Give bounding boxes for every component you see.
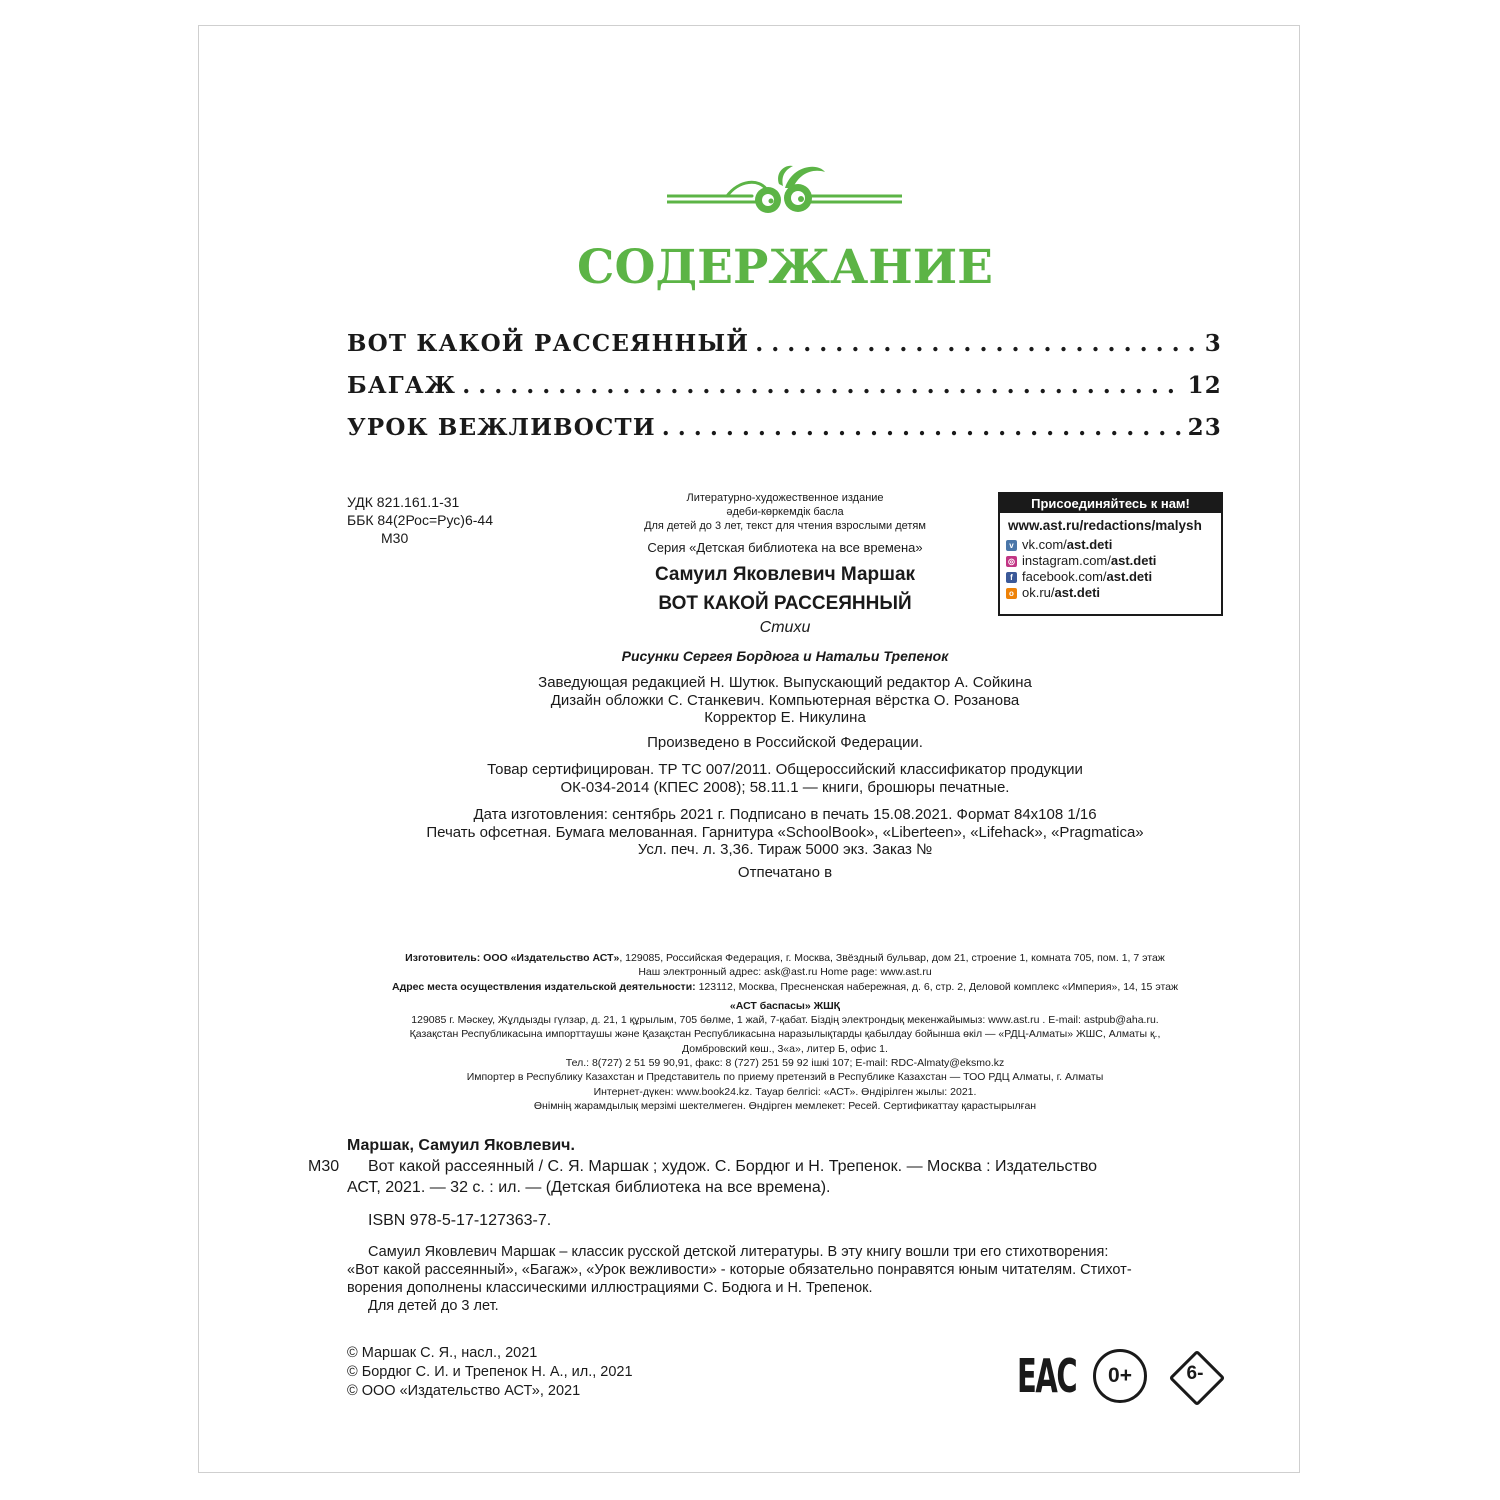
social-handle: ast.deti — [1066, 537, 1113, 552]
certification: Товар сертифицирован. ТР ТС 007/2011. Общероссийский классификатор продукции — [487, 761, 1083, 778]
isbn: ISBN 978-5-17-127363-7. — [368, 1212, 552, 1229]
copyright-block — [347, 1344, 633, 1401]
copyright-line: © ООО «Издательство АСТ», 2021 — [347, 1383, 581, 1399]
kz-line: Импортер в Республику Казахстан и Представитель по приему претензий в Республике Казахстан — ТОО РДЦ Алматы, г. Алматы — [466, 1071, 1104, 1084]
social-box — [998, 492, 1223, 616]
social-handle: ast.deti — [1110, 553, 1157, 568]
edition-type: Литературно-художественное издание — [686, 492, 884, 504]
staff-line: Корректор Е. Никулина — [704, 709, 866, 726]
staff-line: Дизайн обложки С. Станкевич. Компьютерная вёрстка О. Розанова — [550, 691, 1020, 709]
website-link[interactable]: www.ast.ru/redactions/malysh — [1008, 518, 1202, 533]
copyright-line: © Бордюг С. И. и Трепенок Н. А., ил., 2021 — [347, 1364, 633, 1380]
age-restriction: Для детей до 3 лет. — [368, 1298, 499, 1314]
catalog-code: М30 — [308, 1158, 340, 1175]
odnoklassniki-icon: o — [1006, 588, 1017, 599]
toc-entry[interactable] — [347, 414, 1222, 456]
author-mark: М30 — [381, 530, 409, 546]
copyright-line: © Маршак С. Я., насл., 2021 — [347, 1345, 538, 1361]
toc-leader-dots — [755, 330, 1199, 357]
social-link-instagram[interactable] — [1006, 553, 1221, 569]
toc-entry-title: ВОТ КАКОЙ РАССЕЯННЫЙ — [347, 330, 750, 357]
social-prefix: ok.ru/ — [1022, 585, 1055, 600]
social-link-vk[interactable] — [1006, 537, 1221, 553]
print-info: Усл. печ. л. 3,36. Тираж 5000 экз. Заказ № — [637, 841, 933, 858]
eac-mark-icon: EAC — [1017, 1349, 1077, 1403]
book-genre: Стихи — [759, 619, 811, 636]
edition-type-kz: әдеби-көркемдік басла — [726, 506, 844, 518]
staff-line: Заведующая редакцией Н. Шутюк. Выпускающий редактор А. Сойкина — [538, 674, 1032, 691]
catalog-entry: Вот какой рассеянный / С. Я. Маршак ; худож. С. Бордюг и Н. Трепенок. — Москва : Издательство — [368, 1158, 1098, 1175]
vk-icon: v — [1006, 540, 1017, 551]
age-rating-six-label: 6- — [1186, 1363, 1204, 1384]
kz-line: Қазақстан Республикасына импорттаушы және Қазақстан Республикасына наразылықтарды қабылдау бойынша өкіл — «РДЦ-Алматы» ЖШС, Алматы қ., — [409, 1028, 1161, 1041]
certification: ОК-034-2014 (КПЕС 2008); 58.11.1 — книги, брошюры печатные. — [560, 778, 1010, 796]
manufacturer-label: Изготовитель: ООО «Издательство АСТ» — [405, 952, 620, 964]
manufacturer-address: , 129085, Российская Федерация, г. Москва, Звёздный бульвар, дом 21, строение 1, комната 705, пом. 1, 7 этаж — [619, 952, 1165, 964]
toc-entry-page: 3 — [1204, 330, 1222, 357]
toc-leader-dots — [662, 414, 1182, 441]
publishing-address-text: 123112, Москва, Пресненская набережная, д. 6, стр. 2, Деловой комплекс «Империя», 14, 15 этаж — [695, 980, 1178, 993]
toc-list — [347, 330, 1222, 456]
social-handle: ast.deti — [1106, 569, 1153, 584]
manufacturer — [345, 951, 1225, 965]
toc-entry[interactable] — [347, 372, 1222, 414]
catalog-card — [308, 1135, 1228, 1315]
print-info: Дата изготовления: сентябрь 2021 г. Подписано в печать 15.08.2021. Формат 84x108 1/16 — [473, 806, 1097, 823]
age-rating-zero — [1093, 1349, 1147, 1403]
toc-entry[interactable] — [347, 330, 1222, 372]
bbk-code: ББК 84(2Рос=Рус)6-44 — [347, 512, 493, 528]
catalog-entry: АСТ, 2021. — 32 с. : ил. — (Детская библиотека на все времена). — [347, 1179, 831, 1196]
social-prefix: facebook.com/ — [1022, 569, 1107, 584]
facebook-icon: f — [1006, 572, 1017, 583]
social-handle: ast.deti — [1054, 585, 1101, 600]
book-author: Самуил Яковлевич Маршак — [654, 564, 916, 585]
annotation-line: Самуил Яковлевич Маршак – классик русской детской литературы. В эту книгу вошли три его стихотворения: — [368, 1244, 1109, 1260]
social-links — [1000, 537, 1221, 601]
social-prefix: instagram.com/ — [1022, 553, 1111, 568]
kz-line: Тел.: 8(727) 2 51 59 90,91, факс: 8 (727) 251 59 92 ішкі 107; E-mail: RDC-Almaty@eksmo.kz — [565, 1057, 1005, 1070]
toc-title: СОДЕРЖАНИЕ — [577, 240, 993, 295]
print-info: Печать офсетная. Бумага мелованная. Гарнитура «SchoolBook», «Liberteen», «Lifehack», «Pragmatica» — [426, 823, 1144, 841]
series-name: Серия «Детская библиотека на все времена» — [647, 540, 923, 555]
printed-in: Отпечатано в — [737, 863, 833, 881]
imprint-block — [345, 951, 1225, 1113]
book-title: ВОТ КАКОЙ РАССЕЯННЫЙ — [658, 593, 912, 614]
udk-code: УДК 821.161.1-31 — [347, 494, 460, 510]
toc-entry-page: 12 — [1187, 372, 1222, 399]
social-box-header: Присоединяйтесь к нам! — [1000, 494, 1221, 513]
catalog-heading: Маршак, Самуил Яковлевич. — [347, 1137, 575, 1154]
annotation-line: «Вот какой рассеянный», «Багаж», «Урок вежливости» - которые обязательно понравятся юным читателям. Стихот- — [347, 1262, 1132, 1278]
toc-entry-title: БАГАЖ — [347, 372, 457, 399]
annotation-line: ворения дополнены классическими иллюстрациями С. Бодюга и Н. Трепенок. — [347, 1280, 873, 1296]
age-note: Для детей до 3 лет, текст для чтения взрослыми детям — [644, 520, 926, 532]
kz-line: Интернет-дүкен: www.book24.kz. Тауар белгісі: «АСТ». Өндірілген жылы: 2021. — [593, 1085, 977, 1098]
certification-marks — [1017, 1349, 1221, 1403]
annotation — [308, 1243, 1228, 1315]
publishing-address — [345, 980, 1225, 994]
social-link-facebook[interactable] — [1006, 569, 1221, 585]
kz-line: Домбровский көш., 3«а», литер Б, офис 1. — [682, 1042, 888, 1055]
toc-entry-title: УРОК ВЕЖЛИВОСТИ — [347, 414, 656, 441]
contact-line: Наш электронный адрес: ask@ast.ru Home page: www.ast.ru — [638, 966, 932, 979]
production-country: Произведено в Российской Федерации. — [647, 733, 923, 751]
kz-line: Өнімнің жарамдылық мерзімі шектелмеген. Өндірген мемлекет: Ресей. Сертификаттау қарастырылған — [533, 1099, 1037, 1112]
age-rating-six — [1169, 1350, 1221, 1402]
publishing-address-label: Адрес места осуществления издательской деятельности: — [391, 980, 696, 993]
toc-entry-page: 23 — [1187, 414, 1222, 441]
kz-publisher: «АСТ баспасы» ЖШҚ — [729, 999, 841, 1012]
instagram-icon: ◎ — [1006, 556, 1017, 567]
ornament-icon — [667, 160, 902, 222]
illustrators: Рисунки Сергея Бордюга и Натальи Трепенок — [621, 648, 949, 664]
age-rating-zero-label: 0+ — [1108, 1364, 1132, 1387]
social-prefix: vk.com/ — [1022, 537, 1067, 552]
kz-line: 129085 г. Мәскеу, Жұлдызды гүлзар, д. 21, 1 құрылым, 705 бөлме, 1 жай, 7-қабат. Біздің электрондық мекенжайымыз: www.ast.ru . E-mail: astpub@aha.ru. — [411, 1014, 1159, 1027]
social-link-ok[interactable] — [1006, 585, 1221, 601]
toc-leader-dots — [462, 372, 1181, 399]
